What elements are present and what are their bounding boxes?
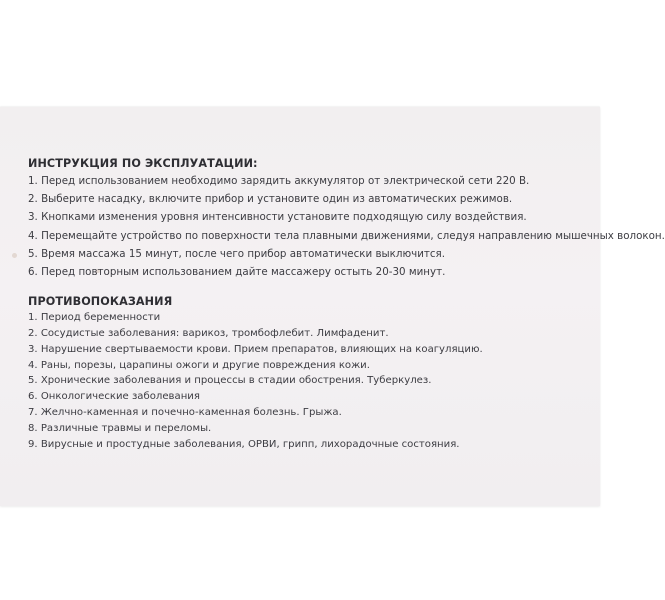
list-item: 4. Перемещайте устройство по поверхности тела плавными движениями, следуя направлению мышечных волокон. xyxy=(28,229,665,242)
list-item: 6. Перед повторным использованием дайте массажеру остыть 20-30 минут. xyxy=(28,266,446,279)
contraindications-heading: ПРОТИВОПОКАЗАНИЯ xyxy=(28,295,173,309)
list-item: 8. Различные травмы и переломы. xyxy=(28,422,212,434)
instructions-list xyxy=(28,172,665,281)
list-item: 3. Нарушение свертываемости крови. Прием препаратов, влияющих на коагуляцию. xyxy=(28,343,483,355)
instructions-heading: ИНСТРУКЦИЯ ПО ЭКСПЛУАТАЦИИ: xyxy=(28,157,258,170)
list-item: 2. Сосудистые заболевания: варикоз, тромбофлебит. Лимфаденит. xyxy=(28,328,389,340)
list-item: 1. Период беременности xyxy=(28,312,161,324)
list-item: 5. Время массажа 15 минут, после чего прибор автоматически выключится. xyxy=(28,247,446,260)
list-item: 6. Онкологические заболевания xyxy=(28,391,200,403)
contraindications-list xyxy=(28,310,588,452)
list-item: 5. Хронические заболевания и процессы в стадии обострения. Туберкулез. xyxy=(28,375,432,387)
list-item: 4. Раны, порезы, царапины ожоги и другие повреждения кожи. xyxy=(28,359,370,371)
list-item: 2. Выберите насадку, включите прибор и установите один из автоматических режимов. xyxy=(28,193,513,206)
card-text xyxy=(28,155,665,452)
list-item: 9. Вирусные и простудные заболевания, ОРВИ, грипп, лихорадочные состояния. xyxy=(28,438,460,450)
list-item: 7. Желчно-каменная и почечно-каменная болезнь. Грыжа. xyxy=(28,407,342,418)
paper-stain xyxy=(12,253,17,258)
list-item: 3. Кнопками изменения уровня интенсивности установите подходящую силу воздействия. xyxy=(28,211,527,224)
section-spacer xyxy=(28,281,588,293)
list-item: 1. Перед использованием необходимо зарядить аккумулятор от электрической сети 220 В. xyxy=(28,175,530,187)
